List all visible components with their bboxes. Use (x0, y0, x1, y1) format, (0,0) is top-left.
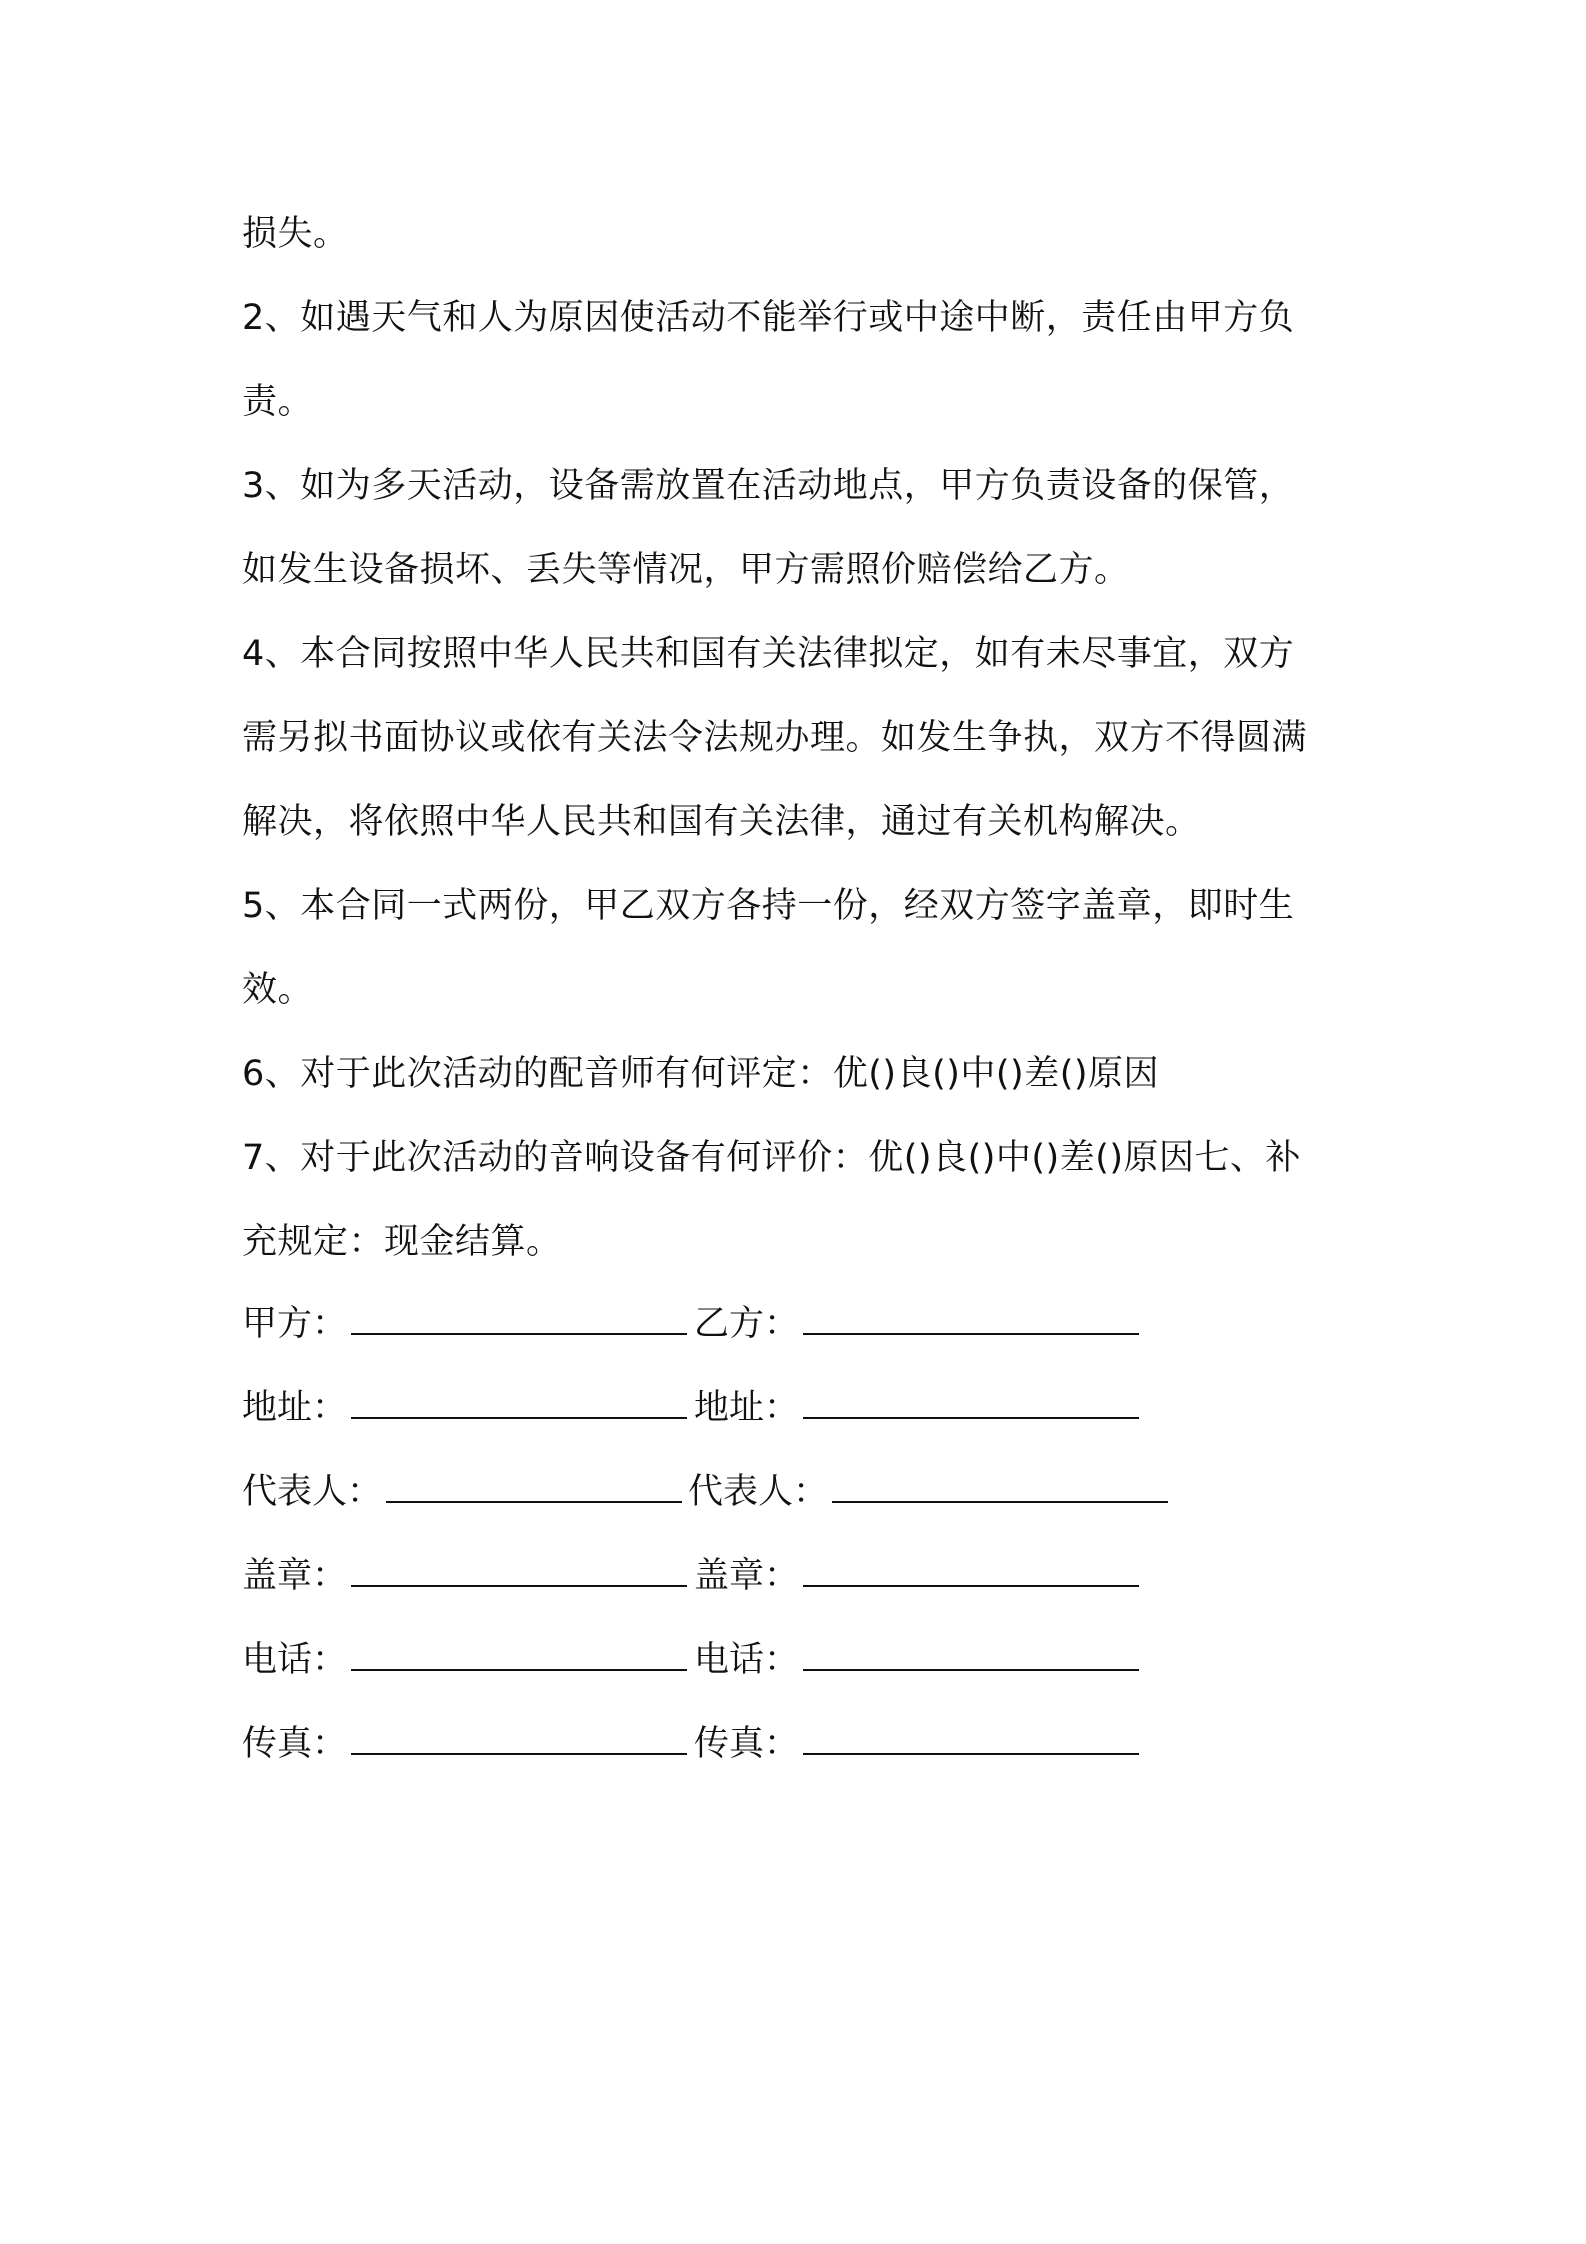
signature-row-party (242, 1282, 1362, 1366)
party-b-label: 乙方： (694, 1304, 800, 1344)
fax-b-field (694, 1702, 1139, 1786)
phone-b-label: 电话： (694, 1640, 800, 1680)
rep-a-field (242, 1450, 682, 1534)
fax-b-blank[interactable] (803, 1725, 1139, 1755)
signature-row-phone (242, 1618, 1362, 1702)
party-a-blank[interactable] (351, 1305, 687, 1335)
rep-b-blank[interactable] (832, 1473, 1168, 1503)
fax-a-field (242, 1702, 687, 1786)
phone-a-label: 电话： (242, 1640, 348, 1680)
fax-a-blank[interactable] (351, 1725, 687, 1755)
contract-body (242, 192, 1362, 1284)
seal-b-field (694, 1534, 1139, 1618)
party-b-blank[interactable] (803, 1305, 1139, 1335)
fax-b-label: 传真： (694, 1724, 800, 1764)
signature-row-seal (242, 1534, 1362, 1618)
address-a-label: 地址： (242, 1388, 348, 1428)
phone-a-field (242, 1618, 687, 1702)
party-a-label: 甲方： (242, 1304, 348, 1344)
body-line: 效。 (242, 970, 314, 1010)
phone-b-field (694, 1618, 1139, 1702)
party-b-field (694, 1282, 1139, 1366)
body-line: 如发生设备损坏、丢失等情况，甲方需照价赔偿给乙方。 (242, 550, 1130, 590)
address-b-field (694, 1366, 1139, 1450)
body-line: 2、如遇天气和人为原因使活动不能举行或中途中断，责任由甲方负 (242, 298, 1295, 338)
party-a-field (242, 1282, 687, 1366)
rep-b-label: 代表人： (688, 1472, 829, 1512)
body-line: 4、本合同按照中华人民共和国有关法律拟定，如有未尽事宜，双方 (242, 634, 1295, 674)
body-line: 5、本合同一式两份，甲乙双方各持一份，经双方签字盖章，即时生 (242, 886, 1295, 926)
address-b-label: 地址： (694, 1388, 800, 1428)
signature-block (242, 1282, 1362, 1786)
body-line: 损失。 (242, 214, 349, 254)
fax-a-label: 传真： (242, 1724, 348, 1764)
phone-b-blank[interactable] (803, 1641, 1139, 1671)
signature-row-address (242, 1366, 1362, 1450)
rep-a-label: 代表人： (242, 1472, 383, 1512)
body-line: 7、对于此次活动的音响设备有何评价：优()良()中()差()原因七、补 (242, 1138, 1302, 1178)
seal-a-blank[interactable] (351, 1557, 687, 1587)
body-line: 需另拟书面协议或依有关法令法规办理。如发生争执，双方不得圆满 (242, 718, 1308, 758)
signature-row-fax (242, 1702, 1362, 1786)
address-b-blank[interactable] (803, 1389, 1139, 1419)
rep-a-blank[interactable] (386, 1473, 682, 1503)
seal-a-label: 盖章： (242, 1556, 348, 1596)
address-a-field (242, 1366, 687, 1450)
body-line: 3、如为多天活动，设备需放置在活动地点，甲方负责设备的保管， (242, 466, 1295, 506)
address-a-blank[interactable] (351, 1389, 687, 1419)
seal-b-label: 盖章： (694, 1556, 800, 1596)
body-line: 责。 (242, 382, 314, 422)
phone-a-blank[interactable] (351, 1641, 687, 1671)
body-line: 6、对于此次活动的配音师有何评定：优()良()中()差()原因 (242, 1054, 1160, 1094)
seal-b-blank[interactable] (803, 1557, 1139, 1587)
seal-a-field (242, 1534, 687, 1618)
signature-row-representative (242, 1450, 1362, 1534)
rep-b-field (688, 1450, 1168, 1534)
body-line: 充规定：现金结算。 (242, 1222, 562, 1262)
body-line: 解决，将依照中华人民共和国有关法律，通过有关机构解决。 (242, 802, 1201, 842)
